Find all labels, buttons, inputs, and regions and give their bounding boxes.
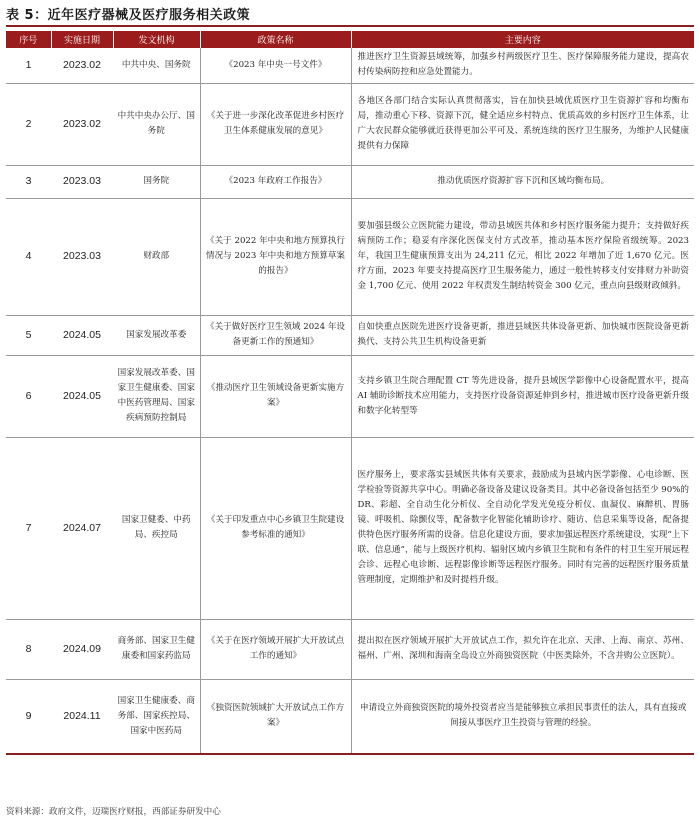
row-content: 申请设立外商独资医院的境外投资者应当是能够独立承担民事责任的法人，具有直接或间接从事医疗卫生投资与管理的经验。: [351, 679, 694, 754]
header-date: 实施日期: [51, 31, 113, 48]
table-row: [6, 619, 694, 679]
row-policy-name: 《关于做好医疗卫生领域 2024 年设备更新工作的预通知》: [200, 315, 351, 355]
row-no: 3: [6, 165, 51, 198]
policy-table: [6, 31, 694, 755]
row-content: 医疗服务上，要求落实县域医共体有关要求，鼓励成为县域内医学影像、心电诊断、医学检验等资源共享中心。明确必备设备及建议设备类目。其中必备设备包括至少 90%的 DR、彩超、全自动生化分析仪、全自动化学发光免疫分析仪、血凝仪、麻醉机、胃肠镜、呼吸机、除颤仪等，配备数字化智能化辅助诊疗、随访、信息采集等设备，配备提供特色医疗服务所需的设备。信息化建设方面，要求加强远程医疗系统建设，实现“上下联、信息通”，能与上级医疗机构、辐射区域内乡镇卫生院和有条件的村卫生室开展远程会诊、远程心电诊断、远程影像诊断等远程医疗服务。同时有完善的远程医疗服务质量管理制度，定期维护和及时提档升级。: [351, 437, 694, 619]
row-no: 9: [6, 679, 51, 754]
header-content: 主要内容: [351, 31, 694, 48]
row-no: 7: [6, 437, 51, 619]
row-content: 推动优质医疗资源扩容下沉和区域均衡布局。: [351, 165, 694, 198]
table-row: [6, 83, 694, 165]
row-date: 2024.05: [51, 315, 113, 355]
row-policy-name: 《关于印发重点中心乡镇卫生院建设参考标准的通知》: [200, 437, 351, 619]
row-content: 支持乡镇卫生院合理配置 CT 等先进设备，提升县域医学影像中心设备配置水平，提高 AI 辅助诊断技术应用能力，支持医疗设备资源延伸到乡村，推进城市医疗设备更新升级和数字化转型等: [351, 355, 694, 437]
table-header: [6, 31, 694, 48]
table-row: [6, 48, 694, 83]
row-content: 各地区各部门结合实际认真贯彻落实，旨在加快县域优质医疗卫生资源扩容和均衡布局，推动重心下移、资源下沉，健全适应乡村特点、优质高效的乡村医疗卫生体系，让广大农民群众能够就近获得更加公平可及、系统连续的医疗卫生服务，为维护人民健康提供有力保障: [351, 83, 694, 165]
table-title: 表 5：近年医疗器械及医疗服务相关政策: [6, 8, 251, 23]
row-no: 6: [6, 355, 51, 437]
row-policy-name: 《2023 年中央一号文件》: [200, 48, 351, 83]
row-date: 2023.02: [51, 83, 113, 165]
row-policy-name: 《关于 2022 年中央和地方预算执行情况与 2023 年中央和地方预算草案的报告》: [200, 198, 351, 315]
row-policy-name: 《推动医疗卫生领域设备更新实施方案》: [200, 355, 351, 437]
header-org: 发文机构: [113, 31, 200, 48]
table-row: [6, 679, 694, 754]
row-policy-name: 《关于进一步深化改革促进乡村医疗卫生体系健康发展的意见》: [200, 83, 351, 165]
row-date: 2023.02: [51, 48, 113, 83]
row-policy-name: 《独资医院领域扩大开放试点工作方案》: [200, 679, 351, 754]
source-note: 资料来源：政府文件，迈瑞医疗财报，西部证券研发中心: [6, 807, 221, 817]
row-date: 2024.07: [51, 437, 113, 619]
row-org: 财政部: [113, 198, 200, 315]
row-date: 2024.11: [51, 679, 113, 754]
row-org: 国务院: [113, 165, 200, 198]
row-org: 国家卫健委、中药局、疾控局: [113, 437, 200, 619]
table-row: [6, 165, 694, 198]
row-content: 要加强县级公立医院能力建设，带动县域医共体和乡村医疗服务能力提升；支持做好疾病预防工作；稳妥有序深化医保支付方式改革，推动基本医疗保险省级统筹。2023 年，我国卫生健康预算支出为 24,211 亿元，相比 2022 年增加了近 1,670 亿元。医疗方面，2023 年要支持提高医疗卫生服务能力，通过一般性转移支付安排财力补助资金 1,700 亿元、使用 2022 年权责发生制结转资金 300 亿元，重点向县级财政倾斜。: [351, 198, 694, 315]
row-no: 8: [6, 619, 51, 679]
row-policy-name: 《关于在医疗领域开展扩大开放试点工作的通知》: [200, 619, 351, 679]
row-no: 1: [6, 48, 51, 83]
row-no: 5: [6, 315, 51, 355]
row-no: 4: [6, 198, 51, 315]
row-content: 自如快重点医院先进医疗设备更新，推进县域医共体设备更新、加快城市医院设备更新换代、支持公共卫生机构设备更新: [351, 315, 694, 355]
row-org: 国家发展改革委: [113, 315, 200, 355]
row-date: 2023.03: [51, 198, 113, 315]
table-row: [6, 437, 694, 619]
row-org: 中共中央办公厅、国务院: [113, 83, 200, 165]
row-date: 2023.03: [51, 165, 113, 198]
row-content: 提出拟在医疗领域开展扩大开放试点工作，拟允许在北京、天津、上海、南京、苏州、福州、广州、深圳和海南全岛设立外商独资医院（中医类除外，不含并购公立医院）。: [351, 619, 694, 679]
row-content: 推进医疗卫生资源县域统筹，加强乡村两级医疗卫生、医疗保障服务能力建设，提高农村传染病防控和应急处置能力。: [351, 48, 694, 83]
row-policy-name: 《2023 年政府工作报告》: [200, 165, 351, 198]
table-row: [6, 198, 694, 315]
header-name: 政策名称: [200, 31, 351, 48]
row-org: 国家发展改革委、国家卫生健康委、国家中医药管理局、国家疾病预防控制局: [113, 355, 200, 437]
title-rule: [6, 25, 694, 27]
table-row: [6, 315, 694, 355]
row-org: 商务部、国家卫生健康委和国家药监局: [113, 619, 200, 679]
row-date: 2024.09: [51, 619, 113, 679]
row-date: 2024.05: [51, 355, 113, 437]
row-no: 2: [6, 83, 51, 165]
row-org: 中共中央、国务院: [113, 48, 200, 83]
table-row: [6, 355, 694, 437]
table-body: [6, 48, 694, 754]
row-org: 国家卫生健康委、商务部、国家疾控局、国家中医药局: [113, 679, 200, 754]
header-no: 序号: [6, 31, 51, 48]
